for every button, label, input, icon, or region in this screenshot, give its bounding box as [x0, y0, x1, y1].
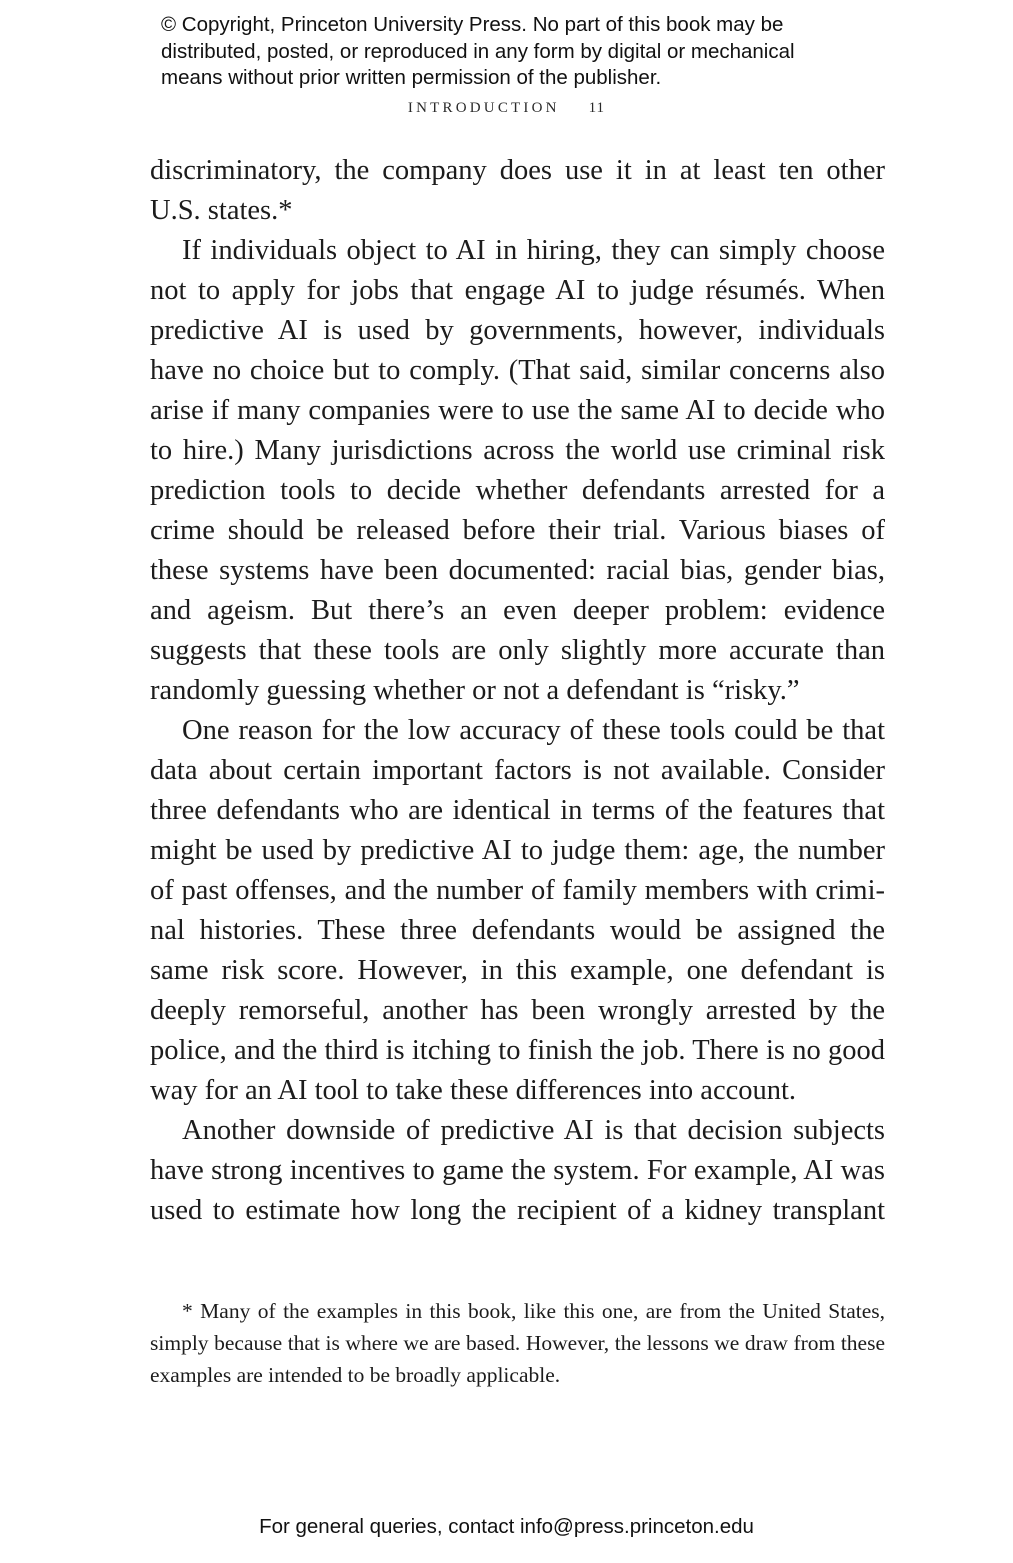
footnote-line: examples are intended to be broadly applicable.	[150, 1363, 561, 1387]
text-line: arise if many companies were to use the same AI to decide who	[150, 395, 885, 426]
text-line: not to apply for jobs that engage AI to judge résumés. When	[150, 275, 885, 306]
text-line: way for an AI tool to take these differences into account.	[150, 1075, 797, 1106]
running-head	[0, 100, 1013, 117]
text-line: nal histories. These three defendants would be assigned the	[150, 915, 885, 946]
footnote-line: * Many of the examples in this book, like this one, are from the United States,	[182, 1299, 885, 1323]
text-line: might be used by predictive AI to judge them: age, the number	[150, 835, 885, 866]
copyright-line: © Copyright, Princeton University Press. No part of this book may be	[161, 13, 784, 36]
paragraph-start-line: One reason for the low accuracy of these tools could be that	[182, 715, 885, 746]
body-text	[150, 151, 885, 1231]
text-line: U.S. states.*	[150, 195, 293, 226]
text-line: randomly guessing whether or not a defendant is “risky.”	[150, 675, 800, 706]
text-line: have strong incentives to game the system. For example, AI was	[150, 1155, 885, 1186]
text-line: data about certain important factors is not available. Consider	[150, 755, 885, 786]
text-line: suggests that these tools are only slightly more accurate than	[150, 635, 885, 666]
text-line: and ageism. But there’s an even deeper problem: evidence	[150, 595, 885, 626]
text-line: same risk score. However, in this example, one defendant is	[150, 955, 885, 986]
paragraph-start-line: If individuals object to AI in hiring, they can simply choose	[182, 235, 885, 266]
text-line: have no choice but to comply. (That said, similar concerns also	[150, 355, 885, 386]
text-line: police, and the third is itching to finish the job. There is no good	[150, 1035, 885, 1066]
paragraph-start-line: Another downside of predictive AI is that decision subjects	[182, 1115, 885, 1146]
text-line: to hire.) Many jurisdictions across the world use criminal risk	[150, 435, 885, 466]
text-line: used to estimate how long the recipient of a kidney transplant	[150, 1195, 885, 1226]
page-number: 11	[588, 100, 606, 116]
text-line: of past offenses, and the number of family members with crimi-	[150, 875, 885, 906]
text-line: these systems have been documented: racial bias, gender bias,	[150, 555, 885, 586]
text-line: predictive AI is used by governments, however, individuals	[150, 315, 885, 346]
text-line: discriminatory, the company does use it in at least ten other	[150, 155, 885, 186]
copyright-line: distributed, posted, or reproduced in any form by digital or mechanical	[161, 39, 795, 63]
contact-footer: For general queries, contact info@press.princeton.edu	[259, 1515, 754, 1538]
section-title: INTRODUCTION	[407, 100, 560, 116]
text-line: crime should be released before their trial. Various biases of	[150, 515, 885, 546]
footnote-line: simply because that is where we are based. However, the lessons we draw from these	[150, 1331, 885, 1355]
text-line: prediction tools to decide whether defendants arrested for a	[150, 475, 885, 506]
copyright-line: means without prior written permission of the publisher.	[161, 66, 662, 89]
copyright-notice	[161, 12, 881, 92]
text-line: deeply remorseful, another has been wrongly arrested by the	[150, 995, 885, 1026]
text-line: three defendants who are identical in terms of the features that	[150, 795, 885, 826]
footnote	[150, 1295, 885, 1391]
